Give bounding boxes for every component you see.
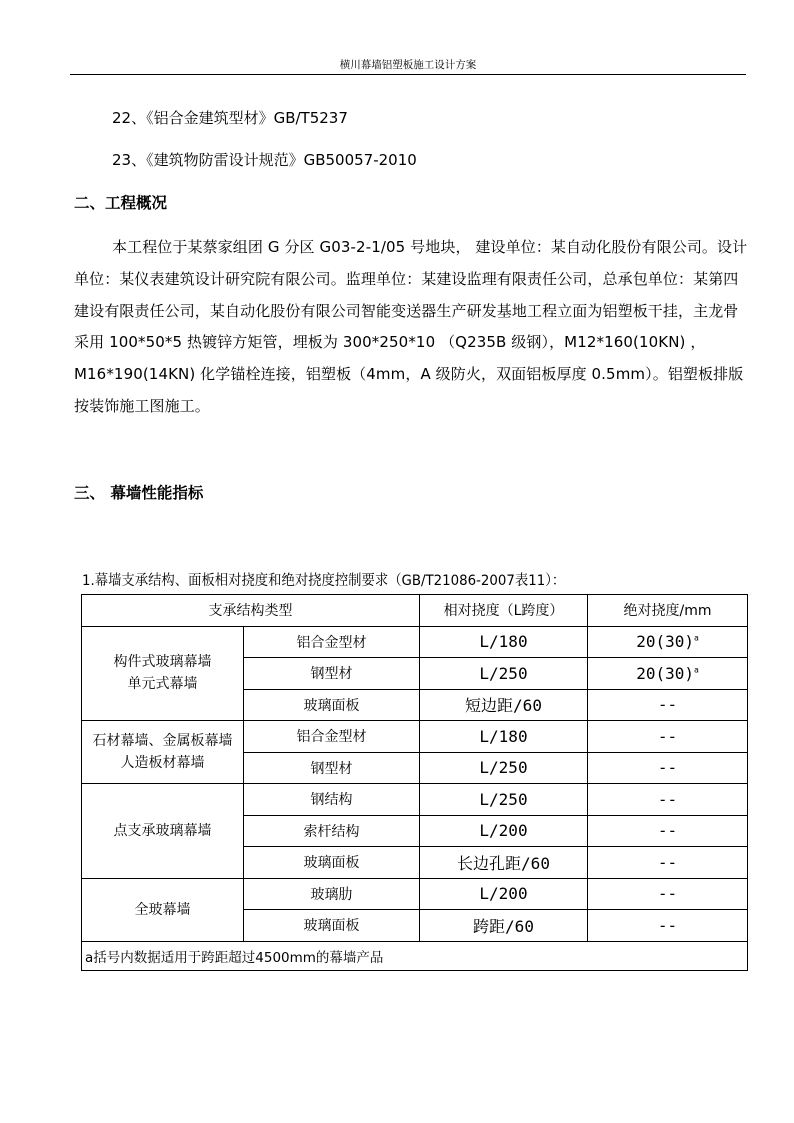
table-row	[82, 626, 748, 658]
relative-deflection-value: 跨距/60	[473, 916, 534, 936]
sub-type-cell: 铝合金型材	[244, 721, 420, 753]
table-caption: 1.幕墙支承结构、面板相对挠度和绝对挠度控制要求（GB/T21086-2007表11）：	[82, 573, 566, 589]
header-cell-type: 支承结构类型	[82, 595, 420, 627]
absolute-deflection-cell	[588, 752, 748, 784]
absolute-deflection-cell	[588, 626, 748, 658]
relative-deflection-cell	[420, 784, 588, 816]
table-footnote-row	[82, 941, 748, 970]
table-row	[82, 721, 748, 753]
relative-deflection-value: L/180	[479, 632, 528, 652]
table-row	[82, 878, 748, 910]
sub-type-cell: 玻璃面板	[244, 910, 420, 942]
group-name-cell: 石材幕墙、金属板幕墙 人造板材幕墙	[82, 721, 244, 784]
absolute-deflection-value: --	[657, 695, 678, 715]
deflection-table	[81, 594, 748, 971]
relative-deflection-value: 长边孔距/60	[457, 853, 550, 873]
relative-deflection-cell	[420, 878, 588, 910]
group-name-cell: 点支承玻璃幕墙	[82, 784, 244, 879]
relative-deflection-value: L/250	[479, 663, 528, 683]
relative-deflection-cell	[420, 721, 588, 753]
absolute-deflection-value: --	[657, 884, 678, 904]
reference-item-22: 22、《铝合金建筑型材》GB/T5237	[112, 109, 348, 127]
relative-deflection-value: L/250	[479, 758, 528, 778]
relative-deflection-cell	[420, 815, 588, 847]
relative-deflection-cell	[420, 626, 588, 658]
overview-text: 本工程位于某蔡家组团 G 分区 G03-2-1/05 号地块， 建设单位：某自动化股份有限公司。设计单位：某仪表建筑设计研究院有限公司。监理单位：某建设监理有限责任公司，总承包单位：某第四建设有限责任公司，某自动化股份有限公司智能变送器生产研发基地工程立面为铝塑板干挂，主龙骨采用 100*50*5 热镀锌方矩管，埋板为 300*250*10 （Q235B 级钢），M12*160(10KN) ，M16*190(14KN) 化学锚栓连接，铝塑板（4mm，A 级防火，双面铝板厚度 0.5mm）。铝塑板排版按装饰施工图施工。	[74, 238, 748, 415]
absolute-deflection-value: 20(30)	[636, 663, 694, 683]
absolute-deflection-value: --	[657, 915, 678, 935]
footnote-marker: a	[693, 665, 699, 675]
table-header-row	[82, 595, 748, 627]
absolute-deflection-value: --	[657, 758, 678, 778]
group-name-cell: 构件式玻璃幕墙 单元式幕墙	[82, 626, 244, 721]
sub-type-cell: 钢结构	[244, 784, 420, 816]
absolute-deflection-value: 20(30)	[636, 632, 694, 652]
page-header	[70, 58, 746, 75]
overview-paragraph	[74, 232, 750, 423]
group-name-cell: 全玻幕墙	[82, 878, 244, 941]
header-cell-absolute: 绝对挠度/mm	[588, 595, 748, 627]
relative-deflection-cell	[420, 752, 588, 784]
section-heading-performance: 三、 幕墙性能指标	[74, 484, 204, 502]
section-heading-overview: 二、工程概况	[74, 194, 168, 212]
relative-deflection-value: L/200	[479, 884, 528, 904]
absolute-deflection-cell	[588, 658, 748, 690]
relative-deflection-value: L/200	[479, 821, 528, 841]
absolute-deflection-value: --	[657, 789, 678, 809]
absolute-deflection-cell	[588, 878, 748, 910]
sub-type-cell: 玻璃面板	[244, 847, 420, 879]
sub-type-cell: 索杆结构	[244, 815, 420, 847]
relative-deflection-cell	[420, 910, 588, 942]
reference-item-23: 23、《建筑物防雷设计规范》GB50057-2010	[112, 151, 417, 169]
absolute-deflection-cell	[588, 721, 748, 753]
absolute-deflection-cell	[588, 910, 748, 942]
absolute-deflection-value: --	[657, 726, 678, 746]
relative-deflection-value: L/250	[479, 789, 528, 809]
absolute-deflection-cell	[588, 689, 748, 721]
sub-type-cell: 钢型材	[244, 658, 420, 690]
absolute-deflection-cell	[588, 815, 748, 847]
absolute-deflection-cell	[588, 847, 748, 879]
relative-deflection-value: 短边距/60	[465, 696, 542, 716]
relative-deflection-cell	[420, 658, 588, 690]
relative-deflection-cell	[420, 689, 588, 721]
absolute-deflection-value: --	[657, 852, 678, 872]
sub-type-cell: 铝合金型材	[244, 626, 420, 658]
table-footnote: a括号内数据适用于跨距超过4500mm的幕墙产品	[82, 941, 748, 970]
sub-type-cell: 玻璃面板	[244, 689, 420, 721]
footnote-marker: a	[693, 633, 699, 643]
absolute-deflection-value: --	[657, 821, 678, 841]
table-row	[82, 784, 748, 816]
absolute-deflection-cell	[588, 784, 748, 816]
relative-deflection-value: L/180	[479, 726, 528, 746]
relative-deflection-cell	[420, 847, 588, 879]
sub-type-cell: 玻璃肋	[244, 878, 420, 910]
header-title: 横川幕墙铝塑板施工设计方案	[339, 59, 477, 71]
header-cell-relative: 相对挠度（L跨度）	[420, 595, 588, 627]
sub-type-cell: 钢型材	[244, 752, 420, 784]
